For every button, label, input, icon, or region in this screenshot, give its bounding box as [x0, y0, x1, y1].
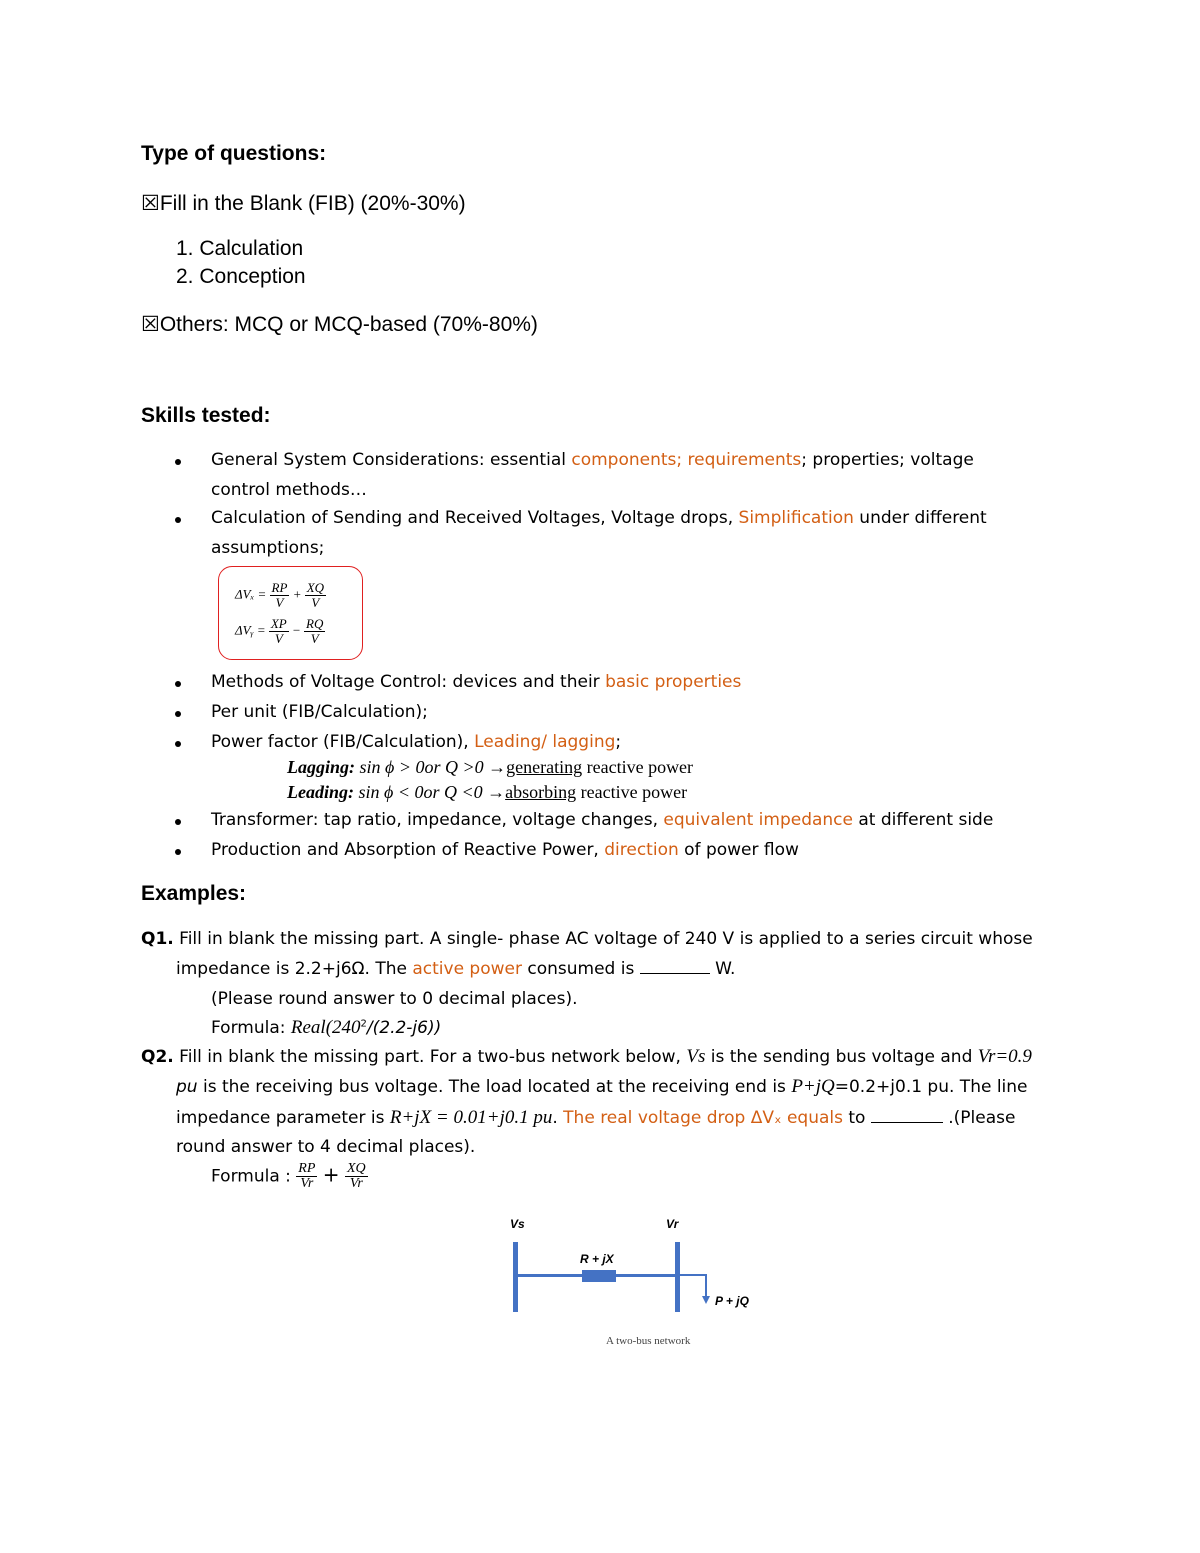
skill-item-reactive-power: Production and Absorption of Reactive Power, direction of power flow [211, 840, 799, 860]
q1-formula: Formula: $Real(240^2/(2.2-j6))$ [211, 1017, 442, 1038]
leading-rule: Leading: sin ϕ < 0or Q <0 →absorbing reactive power [287, 782, 688, 802]
vs-label: Vs [510, 1217, 525, 1231]
bullet-icon [175, 517, 181, 523]
list-item: 2. Conception [176, 265, 306, 288]
skill-item-general: General System Considerations: essential components; requirements; properties; voltage [211, 450, 974, 470]
load-label: P + jQ [715, 1294, 749, 1308]
load-arrow-icon [702, 1296, 710, 1304]
skill-item-per-unit: Per unit (FIB/Calculation); [211, 702, 428, 722]
skill-item-calculation: Calculation of Sending and Received Voltages, Voltage drops, Simplification under different [211, 508, 987, 528]
q2-line-2: pu is the receiving bus voltage. The load located at the receiving end is P+jQ=0.2+j0.1 pu. The line [176, 1076, 1028, 1097]
impedance-block [582, 1270, 616, 1282]
fraction: $\frac{RP}{V}$ [271, 580, 288, 610]
fraction: $\frac{RQ}{V}$ [306, 616, 324, 646]
bullet-icon [175, 681, 181, 687]
q2-formula: Formula : $\frac{RP}{Vr}$ + $\frac{XQ}{Vr}$ [211, 1161, 366, 1191]
bullet-icon [175, 819, 181, 825]
q1-line-1: Q1. Fill in blank the missing part. A single- phase AC voltage of 240 V is applied to a series circuit whose [141, 929, 1033, 949]
fraction: $\frac{XQ}{V}$ [306, 580, 325, 610]
load-connector [680, 1275, 706, 1298]
q2-line-1: Q2. Fill in blank the missing part. For a two-bus network below, Vs is the sending bus voltage and Vr=0.9 [141, 1046, 1032, 1067]
bullet-icon [175, 459, 181, 465]
fraction: $\frac{XQ}{Vr}$ [346, 1161, 366, 1191]
skills-heading: Skills tested: [141, 404, 271, 427]
fraction: $\frac{RP}{Vr}$ [298, 1161, 316, 1191]
answer-blank[interactable] [871, 1122, 943, 1123]
q1-line-3: (Please round answer to 0 decimal places). [211, 989, 578, 1009]
fraction: $\frac{XP}{V}$ [270, 616, 287, 646]
type-heading: Type of questions: [141, 142, 327, 165]
skill-item-transformer: Transformer: tap ratio, impedance, voltage changes, equivalent impedance at different side [211, 810, 994, 830]
lagging-rule: Lagging: sin ϕ > 0or Q >0 →generating reactive power [287, 757, 694, 777]
skill-item-power-factor: Power factor (FIB/Calculation), Leading/ lagging; [211, 732, 622, 752]
skill-item-calculation-cont: assumptions; [211, 538, 325, 558]
q2-line-3: impedance parameter is R+jX = 0.01+j0.1 pu. The real voltage drop ΔVₓ equals to .(Please [176, 1107, 1016, 1128]
receiving-bus-bar [675, 1242, 680, 1312]
fib-checkbox-line: ☒Fill in the Blank (FIB) (20%-30%) [141, 192, 466, 215]
voltage-drop-x-formula: ΔVₓ = $\frac{RP}{V}$ + $\frac{XQ}{V}$ [235, 580, 325, 610]
vr-label: Vr [666, 1217, 679, 1231]
bullet-icon [175, 711, 181, 717]
impedance-label: R + jX [580, 1252, 614, 1266]
examples-heading: Examples: [141, 882, 247, 905]
bullet-icon [175, 849, 181, 855]
formula-box [218, 566, 363, 660]
diagram-caption: A two-bus network [606, 1335, 691, 1347]
others-checkbox-line: ☒Others: MCQ or MCQ-based (70%-80%) [141, 313, 538, 336]
q2-line-4: round answer to 4 decimal places). [176, 1137, 476, 1157]
list-item: 1. Calculation [176, 237, 304, 260]
answer-blank[interactable] [640, 973, 710, 974]
sending-bus-bar [513, 1242, 518, 1312]
q1-line-2: impedance is 2.2+j6Ω. The active power consumed is W. [176, 959, 736, 979]
bullet-icon [175, 741, 181, 747]
voltage-drop-y-formula: ΔVᵧ = $\frac{XP}{V}$ − $\frac{RQ}{V}$ [235, 616, 324, 646]
two-bus-diagram [500, 1210, 780, 1360]
skill-item-voltage-control: Methods of Voltage Control: devices and their basic properties [211, 672, 742, 692]
skill-item-general-cont: control methods… [211, 480, 367, 500]
